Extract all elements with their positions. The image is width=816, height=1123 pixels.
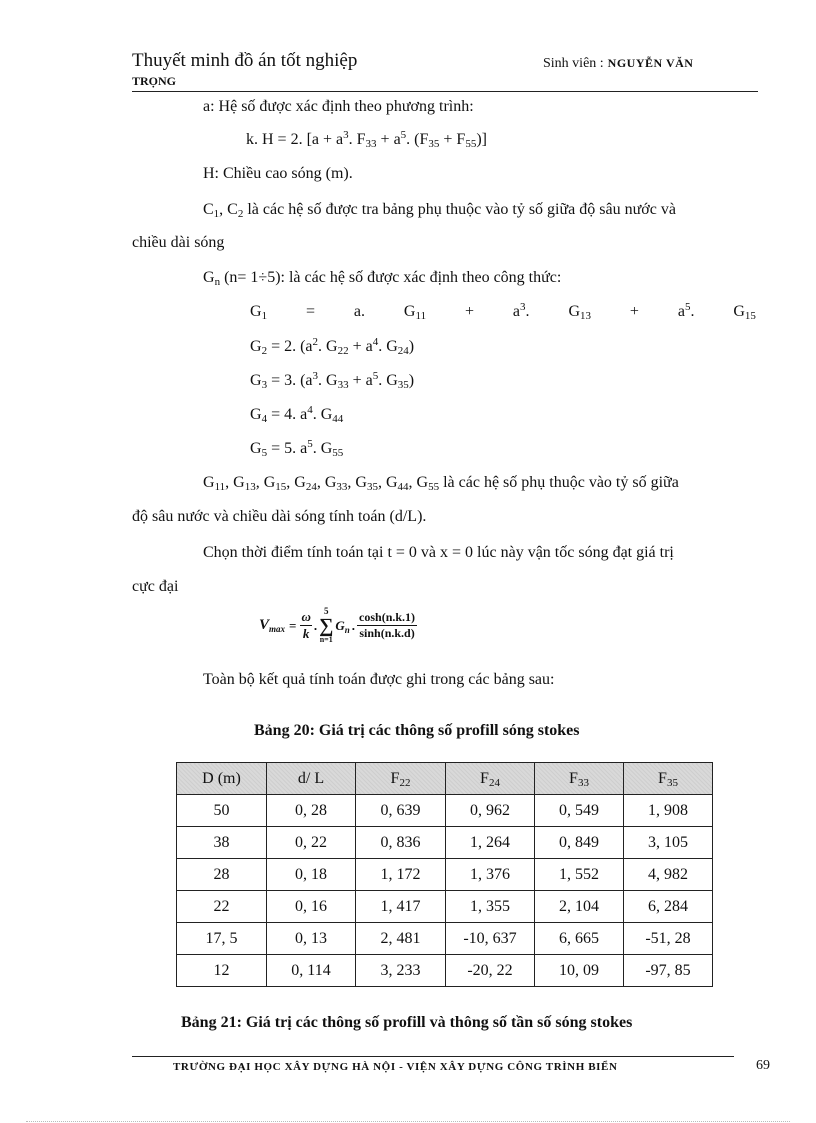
table20-cell: 1, 552: [535, 859, 624, 891]
table20-cell: -20, 22: [446, 955, 535, 987]
table20-cell: 0, 836: [356, 827, 446, 859]
vmax-frac1: ω k: [301, 609, 311, 641]
vmax-eq: =: [289, 617, 297, 633]
header-title-continuation: TRỌNG: [132, 74, 177, 88]
table20-header-cell: d/ L: [267, 763, 356, 795]
vmax-dot2: .: [351, 617, 356, 633]
table20-row: [177, 827, 713, 859]
vmax-gn: $G_n$: [335, 617, 350, 635]
table20-cell: 2, 104: [535, 891, 624, 923]
table20-cell: 0, 849: [535, 827, 624, 859]
results-sentence: Toàn bộ kết quả tính toán được ghi trong các bảng sau:: [203, 671, 555, 688]
g1-a3: $a^3$.: [512, 301, 530, 320]
c-definition: $C_1$, $C_2$ là các hệ số được tra bảng phụ thuộc vào tỷ số giữa độ sâu nước và: [203, 201, 676, 220]
table20-cell: 0, 22: [267, 827, 356, 859]
table20-row: [177, 795, 713, 827]
table20-header-row: [177, 763, 713, 795]
header-rule: [132, 91, 758, 92]
table20-cell: 1, 908: [624, 795, 713, 827]
equation-g3: $G_3 = 3$. ($a^3$. $G_{33} + a^5$. $G_{35}$): [250, 370, 415, 391]
g1-plus2: +: [629, 303, 639, 320]
table20-cell: -51, 28: [624, 923, 713, 955]
vmax-formula-layout: [258, 606, 418, 645]
table20-cell: 1, 417: [356, 891, 446, 923]
table20-cell: 0, 18: [267, 859, 356, 891]
table20-cell: 17, 5: [177, 923, 267, 955]
table20-header-cell: $F_{24}$: [446, 763, 535, 795]
student-name: NGUYỄN VĂN: [607, 56, 694, 70]
table20-cell: 0, 962: [446, 795, 535, 827]
table20-row: [177, 955, 713, 987]
g1-plus1: +: [464, 303, 475, 320]
table20-cell: -97, 85: [624, 955, 713, 987]
table20-row: [177, 923, 713, 955]
table20-cell: 1, 376: [446, 859, 535, 891]
gn-definition: $G_n$ (n= 1÷5): là các hệ số được xác định theo công thức:: [203, 269, 562, 288]
h-definition: H: Chiều cao sóng (m).: [203, 165, 353, 182]
choose-time-cont: cực đại: [132, 578, 179, 595]
header-title: Thuyết minh đồ án tốt nghiệp: [132, 50, 358, 71]
choose-time: Chọn thời điểm tính toán tại t = 0 và x = 0 lúc này vận tốc sóng đạt giá trị: [203, 544, 674, 561]
equation-g5: $G_5 = 5$. $a^5$. $G_{55}$: [250, 438, 344, 459]
vmax-dot1: .: [313, 617, 318, 633]
equation-g4: $G_4 = 4$. $a^4$. $G_{44}$: [250, 404, 344, 425]
table20-cell: -10, 637: [446, 923, 535, 955]
g1-a5: $a^5$.: [677, 301, 695, 320]
vmax-frac2: cosh(n.k.1) sinh(n.k.d): [359, 610, 416, 640]
table20-cell: 1, 172: [356, 859, 446, 891]
table20-row: [177, 859, 713, 891]
g-coefficients: $G_{11}$, $G_{13}$, $G_{15}$, $G_{24}$, $G_{33}$, $G_{35}$, $G_{44}$, $G_{55}$ là các hệ số phụ thuộc vào tỷ số giữa: [203, 474, 679, 493]
g1-lhs: $G_1$: [250, 303, 268, 322]
a-definition: a: Hệ số được xác định theo phương trình:: [203, 98, 474, 115]
table20-cell: 38: [177, 827, 267, 859]
g1-g11: $G_{11}$: [403, 303, 427, 322]
footer-text: TRƯỜNG ĐẠI HỌC XÂY DỰNG HÀ NỘI - VIỆN XÂY DỰNG CÔNG TRÌNH BIỂN: [173, 1061, 618, 1073]
table20-cell: 50: [177, 795, 267, 827]
table20-cell: 4, 982: [624, 859, 713, 891]
table20-cell: 10, 09: [535, 955, 624, 987]
table20-cell: 0, 114: [267, 955, 356, 987]
vmax-formula: [258, 606, 418, 645]
table20-cell: 1, 355: [446, 891, 535, 923]
g-coefficients-cont: độ sâu nước và chiều dài sóng tính toán (d/L).: [132, 508, 427, 525]
table20-cell: 0, 28: [267, 795, 356, 827]
footer-rule: [132, 1056, 734, 1057]
table20-cell: 3, 105: [624, 827, 713, 859]
page-edge-dotted: [26, 1121, 790, 1122]
page-number: 69: [756, 1058, 770, 1073]
table20-cell: 3, 233: [356, 955, 446, 987]
table20-cell: 12: [177, 955, 267, 987]
table20-header-cell: D (m): [177, 763, 267, 795]
table20-row: [177, 891, 713, 923]
table20-cell: 6, 284: [624, 891, 713, 923]
table20-header-cell: $F_{33}$: [535, 763, 624, 795]
g1-eq: =: [305, 303, 315, 320]
vmax-sum: 5 ∑ n=1: [319, 606, 334, 644]
c-definition-cont: chiều dài sóng: [132, 234, 225, 251]
equation-g2: $G_2 = 2$. ($a^2$. $G_{22} + a^4$. $G_{24}$): [250, 336, 415, 357]
header-student: [543, 56, 693, 72]
table20-header-cell: $F_{22}$: [356, 763, 446, 795]
table20-cell: 0, 639: [356, 795, 446, 827]
table20-cell: 28: [177, 859, 267, 891]
table20-cell: 22: [177, 891, 267, 923]
table20-cell: 0, 13: [267, 923, 356, 955]
table20-cell: 1, 264: [446, 827, 535, 859]
table20-cell: 6, 665: [535, 923, 624, 955]
equation-kh: k. H = 2. [$a + a^3$. $F_{33} + a^5$. $(F_{35} + F_{55})$]: [246, 129, 487, 150]
g1-a: a.: [353, 303, 366, 320]
student-label: Sinh viên :: [543, 56, 604, 71]
table21-caption: Bảng 21: Giá trị các thông số profill và thông số tần số sóng stokes: [181, 1014, 633, 1031]
table20-caption: Bảng 20: Giá trị các thông số profill sóng stokes: [254, 722, 580, 739]
table20-cell: 2, 481: [356, 923, 446, 955]
table20-cell: 0, 549: [535, 795, 624, 827]
equation-g1: [250, 303, 756, 321]
table20: [176, 762, 713, 987]
vmax-symbol: $V_{max}$: [259, 617, 286, 634]
g1-g15: $G_{15}$: [733, 303, 756, 322]
g1-g13: $G_{13}$: [568, 303, 591, 322]
table20-cell: 0, 16: [267, 891, 356, 923]
table20-header-cell: $F_{35}$: [624, 763, 713, 795]
